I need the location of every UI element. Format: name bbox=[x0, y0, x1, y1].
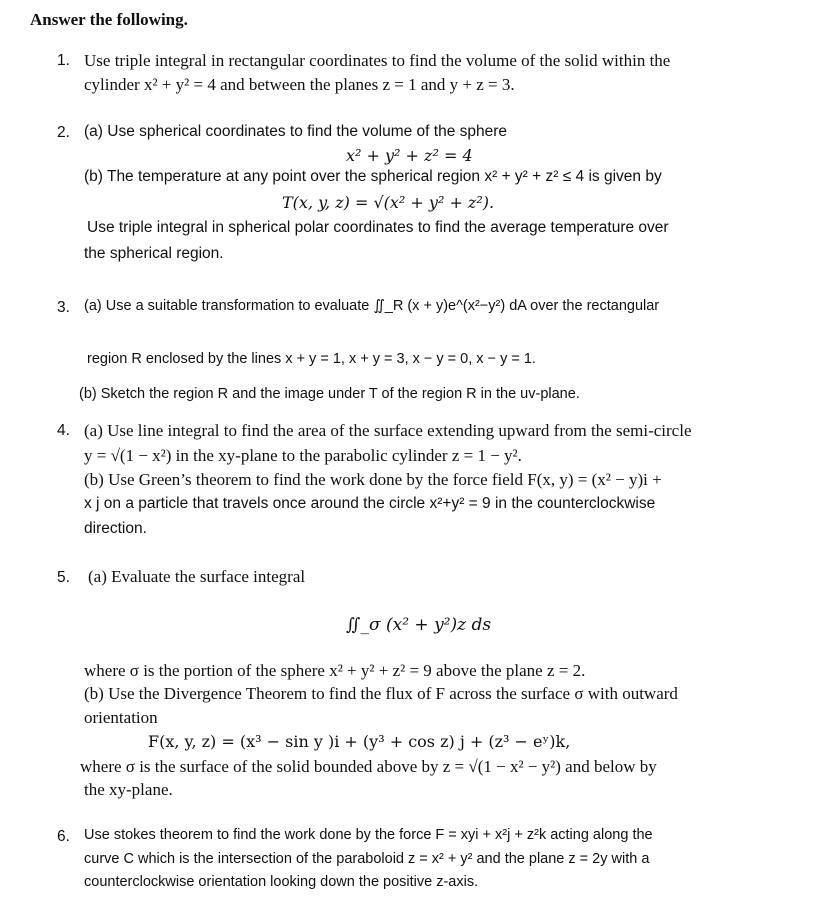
question-number: 1. bbox=[57, 52, 70, 69]
question-line: region R enclosed by the lines x + y = 1, x + y = 3, x − y = 0, x − y = 1. bbox=[87, 351, 536, 367]
question-number: 3. bbox=[57, 299, 70, 316]
question-line: Use triple integral in rectangular coordinates to find the volume of the solid within the bbox=[84, 51, 671, 70]
question-line: the xy-plane. bbox=[84, 780, 173, 799]
question-line: counterclockwise orientation looking down the positive z-axis. bbox=[84, 874, 479, 890]
question-number: 2. bbox=[57, 124, 70, 141]
question-line: x j on a particle that travels once around the circle x²+y² = 9 in the counterclockwise bbox=[84, 495, 656, 512]
question-line: (a) Use a suitable transformation to evaluate ∬_R (x + y)e^(x²−y²) dA over the rectangular bbox=[84, 298, 660, 314]
question-number: 4. bbox=[57, 422, 70, 439]
question-line: (b) Use Green’s theorem to find the work done by the force field F(x, y) = (x² − y)i + bbox=[84, 470, 662, 489]
question-line: where σ is the portion of the sphere x² + y² + z² = 9 above the plane z = 2. bbox=[84, 661, 586, 680]
question-line: (a) Evaluate the surface integral bbox=[88, 567, 306, 586]
question-number: 5. bbox=[57, 569, 70, 586]
question-line: orientation bbox=[84, 708, 158, 727]
question-line: the spherical region. bbox=[84, 245, 224, 262]
question-line: y = √(1 − x²) in the xy-plane to the parabolic cylinder z = 1 − y². bbox=[84, 446, 522, 465]
question-line: (b) The temperature at any point over the spherical region x² + y² + z² ≤ 4 is given by bbox=[84, 168, 662, 185]
question-line: (b) Use the Divergence Theorem to find the flux of F across the surface σ with outward bbox=[84, 684, 678, 703]
question-line: where σ is the surface of the solid bounded above by z = √(1 − x² − y²) and below by bbox=[80, 757, 657, 776]
question-line: direction. bbox=[84, 520, 147, 537]
vector-field: F(x, y, z) = (x³ − sin y )i + (y³ + cos z) j + (z³ − eʸ)k, bbox=[148, 732, 571, 751]
question-number: 6. bbox=[57, 828, 70, 845]
question-line: curve C which is the intersection of the paraboloid z = x² + y² and the plane z = 2y with a bbox=[84, 851, 650, 867]
equation: x² + y² + z² = 4 bbox=[346, 146, 473, 165]
question-line: Use stokes theorem to find the work done by the force F = xyi + x²j + z²k acting along the bbox=[84, 827, 653, 843]
question-line: Use triple integral in spherical polar coordinates to find the average temperature over bbox=[87, 219, 669, 236]
question-line: cylinder x² + y² = 4 and between the planes z = 1 and y + z = 3. bbox=[84, 75, 515, 94]
page-heading: Answer the following. bbox=[30, 10, 188, 29]
surface-integral: ∬_σ (x² + y²)z ds bbox=[346, 615, 492, 635]
question-line: (b) Sketch the region R and the image under T of the region R in the uv-plane. bbox=[79, 386, 580, 402]
question-line: (a) Use spherical coordinates to find the volume of the sphere bbox=[84, 123, 508, 140]
question-line: (a) Use line integral to find the area of the surface extending upward from the semi-circle bbox=[84, 421, 692, 440]
equation: T(x, y, z) = √(x² + y² + z²). bbox=[282, 193, 495, 212]
